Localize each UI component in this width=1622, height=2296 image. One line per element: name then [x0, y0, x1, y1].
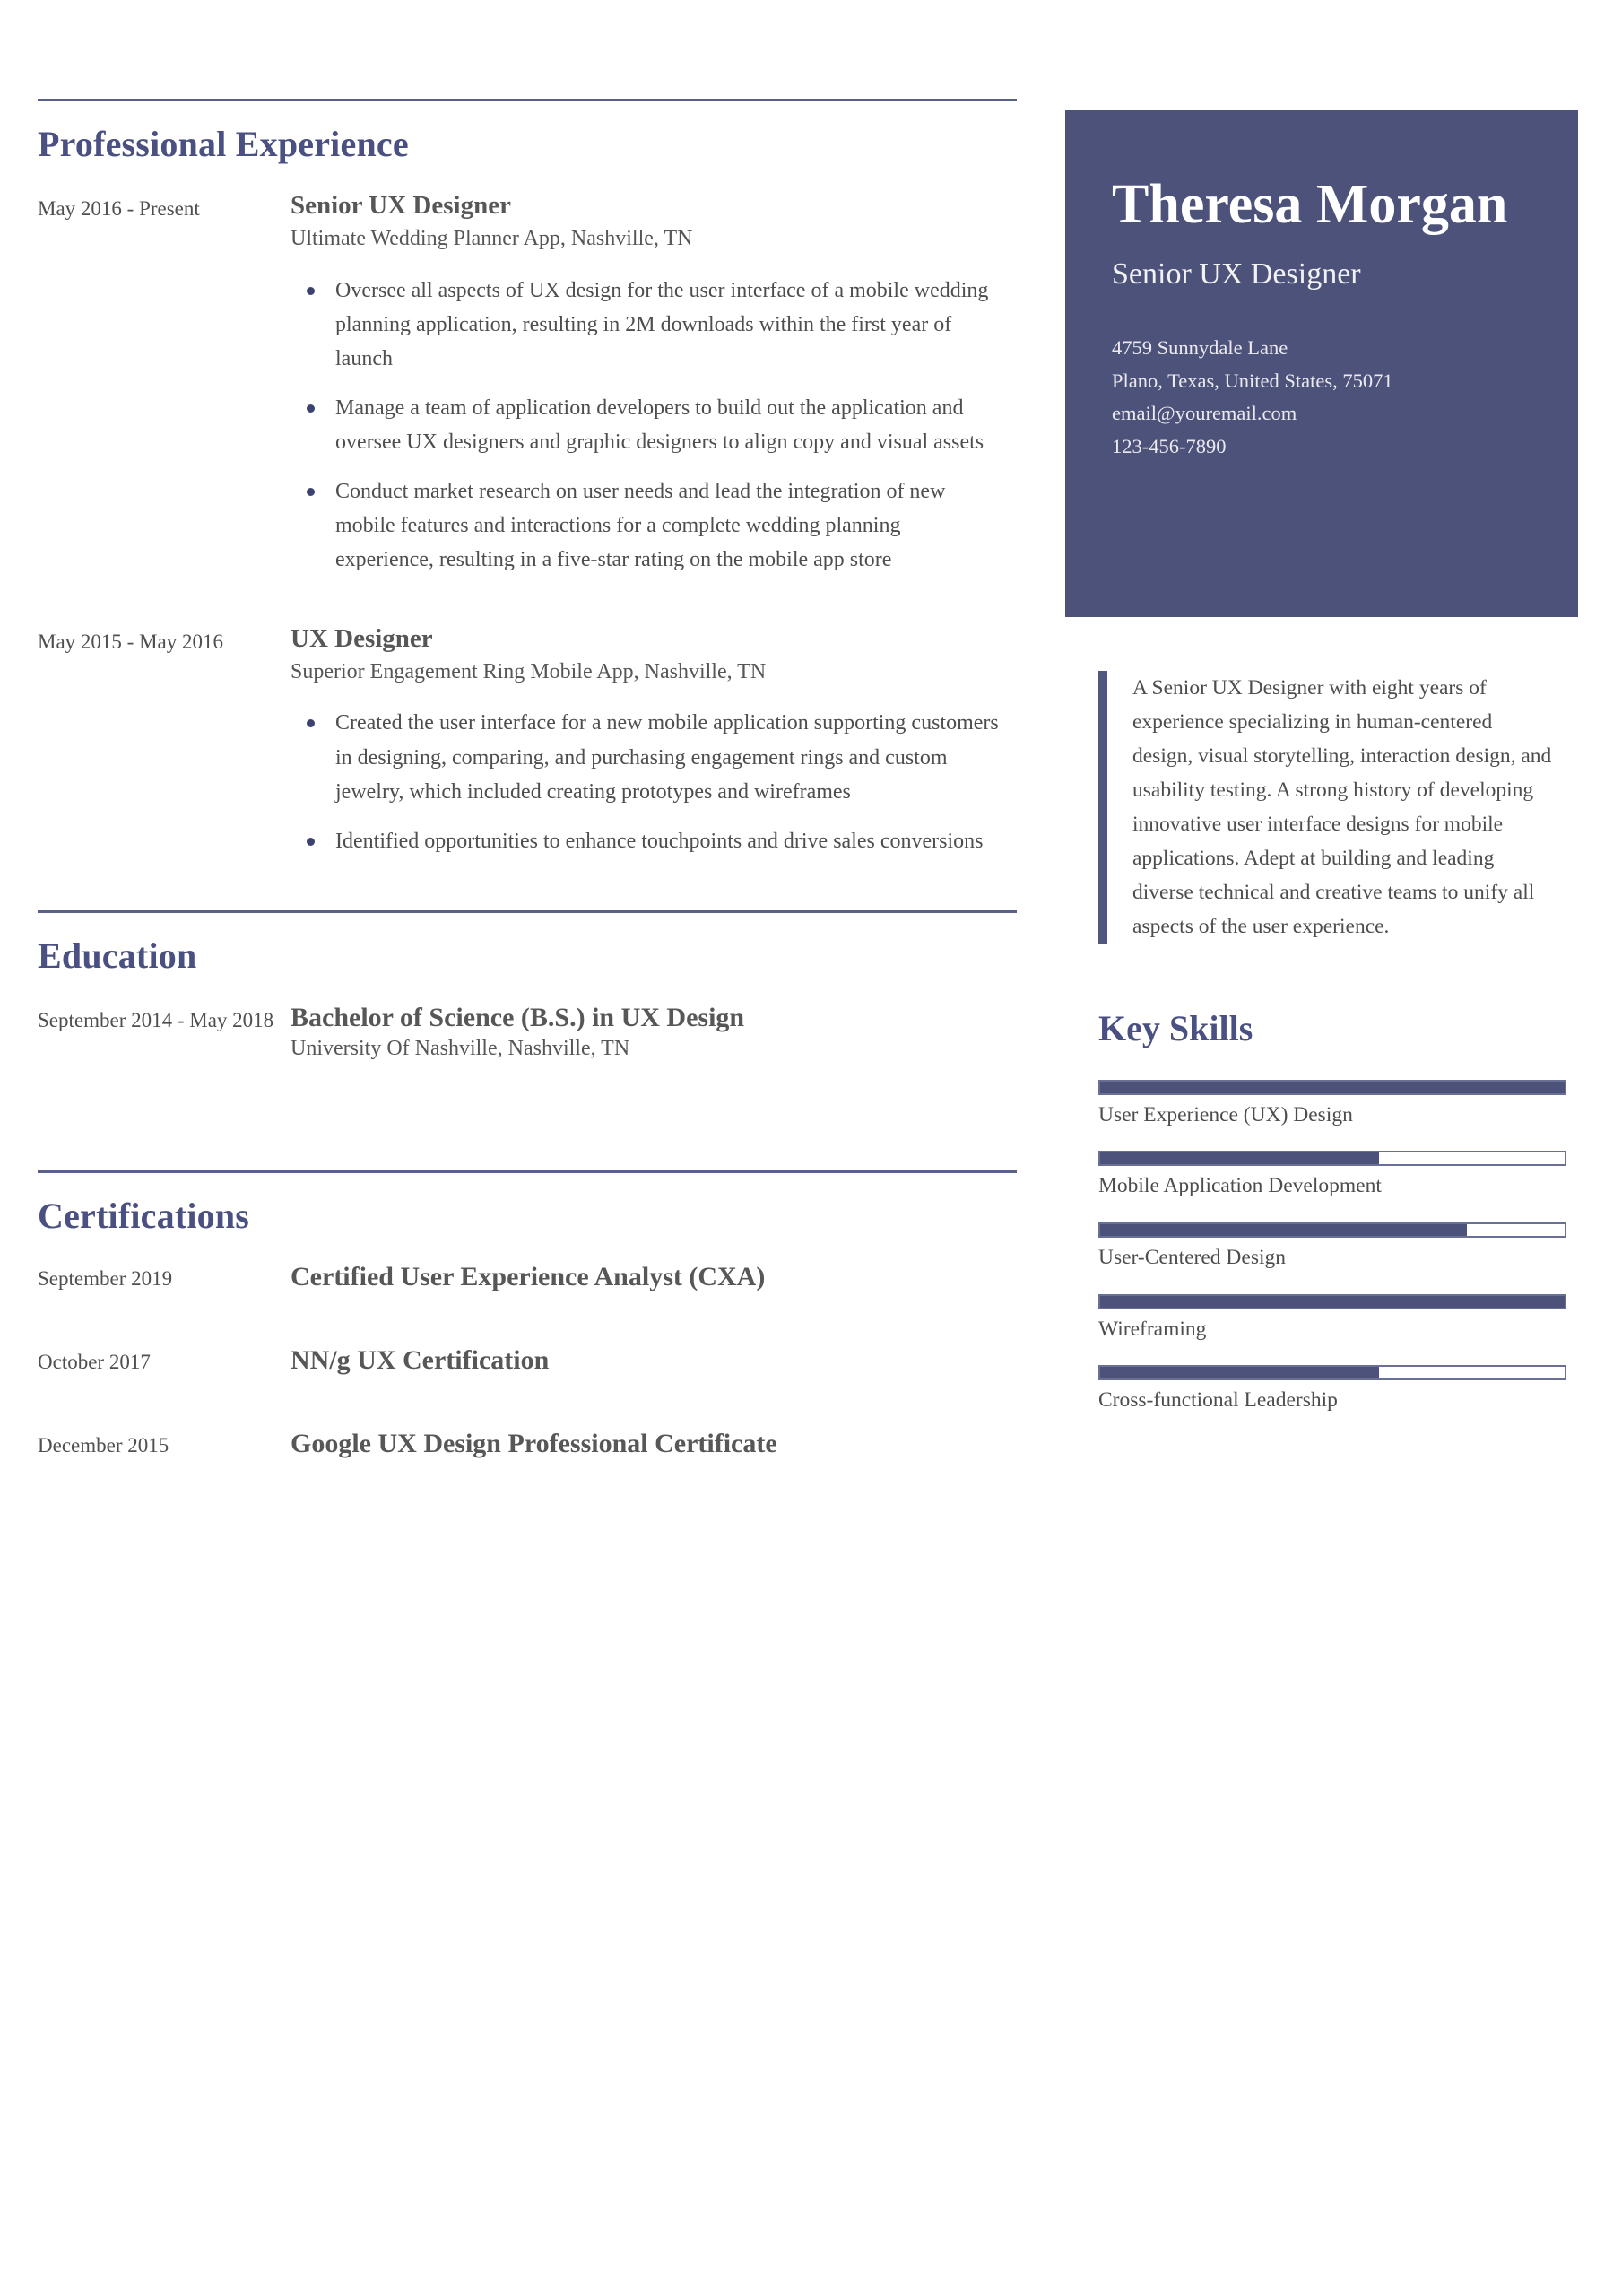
certification-name: Certified User Experience Analyst (CXA) [291, 1262, 766, 1292]
skill-progress-track [1098, 1365, 1566, 1380]
certification-name: Google UX Design Professional Certificate [291, 1429, 777, 1459]
skill-row [1098, 1080, 1578, 1130]
job-role-subtitle: Senior UX Designer [1112, 257, 1361, 291]
skill-label: User Experience (UX) Design [1098, 1102, 1353, 1126]
contact-address: 4759 Sunnydale Lane [1112, 336, 1288, 360]
key-skills-section [1065, 1007, 1578, 1416]
experience-entry [38, 189, 1017, 578]
section-title-certifications: Certifications [38, 1196, 250, 1237]
skill-progress-track [1098, 1294, 1566, 1309]
summary-text: A Senior UX Designer with eight years of experience specializing in human-centered design, visual storytelling, interaction design, and usability testing. A strong history of developing innovative user interface designs for mobile applications. Adept at building and leading diverse technical and creative teams to unify all aspects of the user experience. [1132, 676, 1552, 939]
skill-row [1098, 1365, 1578, 1415]
skill-progress-track [1098, 1151, 1566, 1166]
experience-date: May 2015 - May 2016 [38, 630, 223, 653]
section-education [38, 910, 1017, 1062]
experience-job-title: UX Designer [291, 623, 433, 653]
certification-date: October 2017 [38, 1351, 151, 1374]
experience-bullet-list [291, 706, 1017, 858]
skill-progress-fill [1100, 1367, 1379, 1378]
experience-entry [38, 622, 1017, 858]
list-item: Created the user interface for a new mobile application supporting customers in designing, comparing, and purchasing engagement rings and custom jewelry, which included creating prototypes and wireframes [291, 706, 999, 809]
list-item: Identified opportunities to enhance touchpoints and drive sales conversions [291, 824, 999, 858]
list-item: Conduct market research on user needs and lead the integration of new mobile features and interactions for a complete wedding planning experience, resulting in a five-star rating on the mobile app store [291, 474, 999, 578]
skill-progress-fill [1100, 1296, 1565, 1308]
contact-header-block [1065, 110, 1578, 617]
professional-summary [1065, 671, 1578, 944]
contact-email[interactable]: email@youremail.com [1112, 402, 1297, 425]
skill-progress-track [1098, 1222, 1566, 1238]
experience-organization: Ultimate Wedding Planner App, Nashville, TN [291, 227, 693, 251]
education-degree: Bachelor of Science (B.S.) in UX Design [291, 1002, 745, 1032]
experience-bullet-list [291, 274, 1017, 578]
sidebar-column [1065, 110, 1578, 1415]
education-entry [38, 1001, 1017, 1062]
skill-label: User-Centered Design [1098, 1245, 1286, 1269]
contact-city-state-zip: Plano, Texas, United States, 75071 [1112, 369, 1393, 392]
section-title-education: Education [38, 935, 197, 976]
section-divider-certifications [38, 1170, 1017, 1173]
contact-phone[interactable]: 123-456-7890 [1112, 434, 1227, 457]
experience-job-title: Senior UX Designer [291, 191, 511, 220]
skill-label: Mobile Application Development [1098, 1174, 1382, 1198]
skill-progress-fill [1100, 1224, 1467, 1236]
list-item: Oversee all aspects of UX design for the user interface of a mobile wedding planning application, resulting in 2M downloads within the first year of launch [291, 274, 999, 377]
skill-progress-fill [1100, 1152, 1379, 1164]
skill-label: Wireframing [1098, 1317, 1207, 1341]
list-item: Manage a team of application developers to build out the application and oversee UX designers and graphic designers to align copy and visual assets [291, 391, 999, 460]
certification-name: NN/g UX Certification [291, 1345, 550, 1376]
skill-progress-track [1098, 1080, 1566, 1095]
skill-row [1098, 1294, 1578, 1344]
page-title: Theresa Morgan [1112, 174, 1508, 235]
section-certifications [38, 1170, 1017, 1460]
skill-progress-fill [1100, 1082, 1565, 1093]
certification-entry [38, 1261, 1017, 1293]
certification-date: September 2019 [38, 1267, 173, 1291]
skill-row [1098, 1151, 1578, 1201]
section-title-experience: Professional Experience [38, 124, 409, 164]
certification-date: December 2015 [38, 1434, 169, 1457]
main-column [38, 99, 1017, 1460]
section-divider-experience [38, 99, 1017, 101]
education-date: September 2014 - May 2018 [38, 1008, 274, 1031]
certification-entry [38, 1428, 1017, 1460]
summary-accent-bar [1098, 671, 1107, 944]
section-professional-experience [38, 99, 1017, 858]
certification-entry [38, 1344, 1017, 1377]
skill-label: Cross-functional Leadership [1098, 1388, 1338, 1413]
section-divider-education [38, 910, 1017, 913]
education-school: University Of Nashville, Nashville, TN [291, 1037, 630, 1061]
section-title-key-skills: Key Skills [1098, 1007, 1253, 1048]
skill-row [1098, 1222, 1578, 1273]
experience-organization: Superior Engagement Ring Mobile App, Nashville, TN [291, 660, 767, 684]
experience-date: May 2016 - Present [38, 197, 200, 220]
